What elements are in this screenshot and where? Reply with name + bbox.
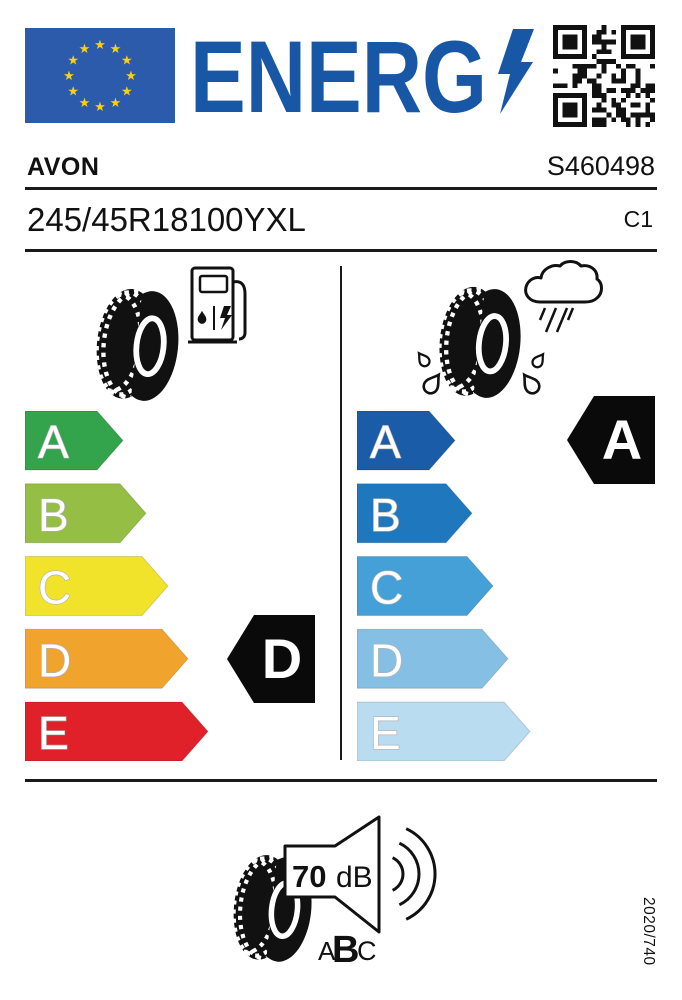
rating-letter-D: D	[38, 634, 72, 687]
rain-cloud-icon	[520, 260, 604, 338]
water-splash-icon	[408, 344, 558, 400]
rating-letter-E: E	[370, 707, 401, 759]
noise-unit: dB	[336, 861, 373, 894]
fuel-efficiency-scale	[25, 411, 235, 761]
rain-drops	[540, 308, 573, 332]
flag-star: ★	[120, 83, 133, 99]
flag-star: ★	[78, 41, 91, 57]
noise-class-a: A	[318, 936, 336, 966]
flag-star: ★	[67, 83, 80, 99]
noise-value: 70	[292, 859, 327, 894]
regulation-number: 2020/740	[640, 897, 657, 966]
wet-grip-scale	[357, 411, 567, 761]
tyre-size-designation: 245/45R18100YXL	[27, 201, 306, 238]
rating-letter-C: C	[370, 561, 404, 614]
rating-letter-A: A	[38, 416, 69, 468]
fuel-pump-icon	[186, 262, 252, 348]
eu-flag-icon	[25, 28, 175, 123]
wet-grip-rating-letter: A	[601, 408, 643, 471]
fuel-rating-letter: D	[261, 627, 303, 690]
tire-icon-fuel	[96, 286, 181, 404]
rating-letter-B: B	[370, 488, 401, 541]
divider-line-bottom	[25, 779, 657, 782]
flag-star: ★	[94, 37, 106, 52]
tyre-class: C1	[623, 206, 653, 232]
model-code: S460498	[546, 151, 655, 181]
noise-class-c: C	[357, 936, 377, 966]
rating-letter-E: E	[38, 707, 69, 759]
vertical-divider	[340, 266, 342, 760]
flag-star: ★	[78, 94, 91, 110]
flag-star: ★	[63, 68, 75, 83]
rating-letter-D: D	[370, 634, 404, 687]
noise-speaker-icon	[228, 804, 460, 976]
energ-logo	[183, 24, 543, 140]
qr-code	[553, 25, 655, 127]
sound-waves-icon	[393, 829, 435, 920]
fuel-rating-badge	[227, 615, 315, 703]
rating-letter-B: B	[38, 488, 69, 541]
lightning-bolt-icon	[498, 29, 534, 114]
noise-class-b: B	[332, 929, 360, 971]
flag-star: ★	[67, 52, 80, 68]
flag-star: ★	[125, 68, 137, 83]
flag-star: ★	[109, 41, 122, 57]
divider-line-top	[25, 187, 657, 190]
flag-star: ★	[120, 52, 133, 68]
divider-line-middle	[25, 249, 657, 252]
flag-star: ★	[94, 99, 106, 114]
brand-name: AVON	[27, 153, 100, 181]
flag-star: ★	[109, 94, 122, 110]
rating-letter-C: C	[38, 561, 72, 614]
rating-letter-A: A	[370, 416, 401, 468]
wet-grip-rating-badge	[567, 396, 655, 484]
energ-title: ENERG	[190, 24, 487, 134]
